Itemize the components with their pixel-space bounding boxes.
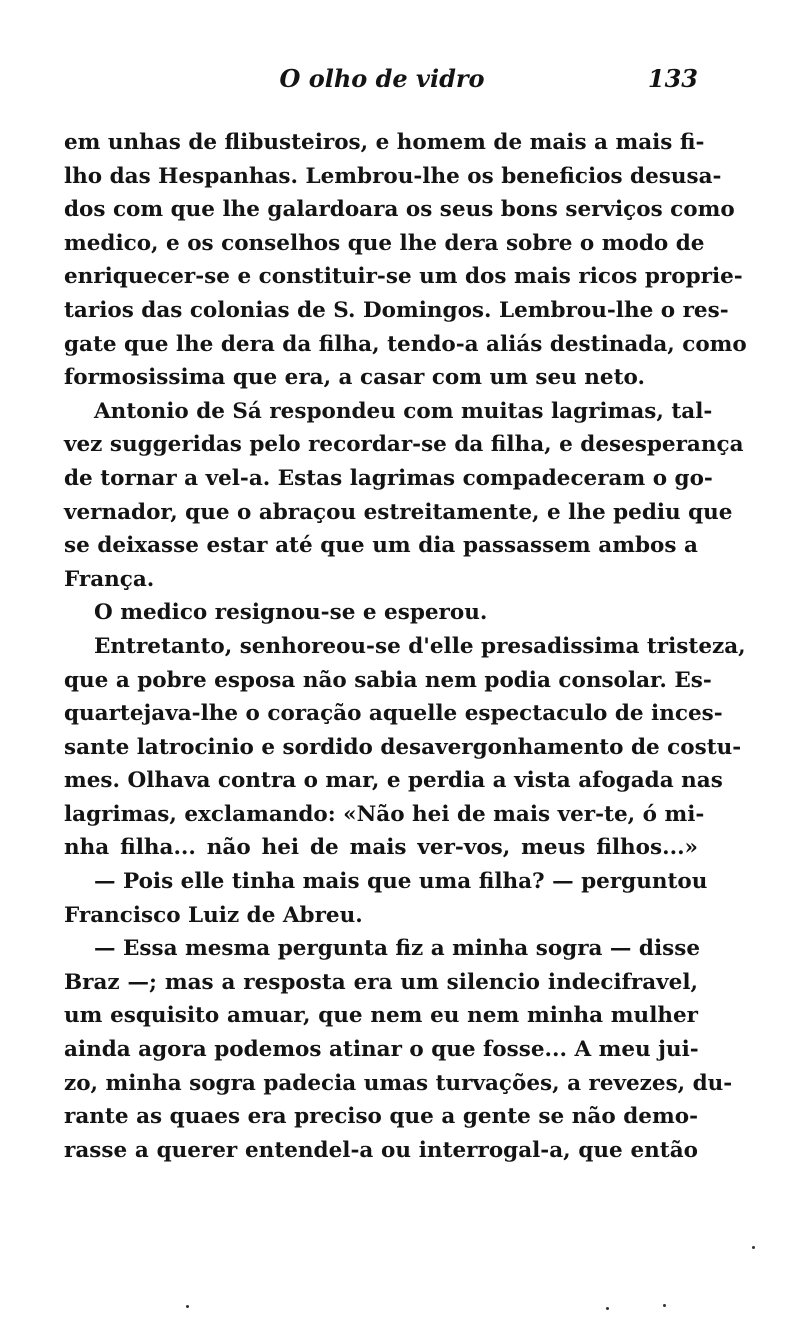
text-line: rante as quaes era preciso que a gente se não demo- <box>64 1104 698 1130</box>
paper-speck <box>606 1307 609 1310</box>
paper-speck <box>186 1305 189 1308</box>
text-line: lagrimas, exclamando: «Não hei de mais ver-te, ó mi- <box>64 801 705 827</box>
text-line: dos com que lhe galardoara os seus bons serviços como <box>64 197 735 223</box>
body-text <box>64 126 747 1167</box>
text-line: medico, e os conselhos que lhe dera sobre o modo de <box>64 230 705 256</box>
running-title: O olho de vidro <box>279 64 485 93</box>
text-line: Entretanto, senhoreou-se d'elle presadissima tristeza, <box>94 633 746 659</box>
text-line: — Pois elle tinha mais que uma filha? — perguntou <box>94 869 708 895</box>
text-line: ainda agora podemos atinar o que fosse... A meu jui- <box>64 1037 699 1063</box>
page-number: 133 <box>647 64 698 93</box>
paper-speck <box>663 1304 666 1307</box>
text-line: rasse a querer entendel-a ou interrogal-a, que então <box>64 1137 698 1163</box>
text-line: Francisco Luiz de Abreu. <box>64 902 363 928</box>
text-line: que a pobre esposa não sabia nem podia consolar. Es- <box>64 667 712 693</box>
text-line: gate que lhe dera da filha, tendo-a aliás destinada, como <box>64 331 747 357</box>
text-line: tarios das colonias de S. Domingos. Lembrou-lhe o res- <box>64 297 729 323</box>
text-line: zo, minha sogra padecia umas turvações, a revezes, du- <box>64 1070 733 1096</box>
text-line: se deixasse estar até que um dia passassem ambos a <box>64 533 698 559</box>
running-head <box>64 64 700 94</box>
text-line: um esquisito amuar, que nem eu nem minha mulher <box>64 1003 698 1029</box>
text-line: vernador, que o abraçou estreitamente, e lhe pediu que <box>64 499 733 525</box>
text-line: nha filha... não hei de mais ver-vos, meus filhos...» <box>64 835 698 861</box>
text-line: vez suggeridas pelo recordar-se da filha, e desesperança <box>64 432 744 458</box>
text-line: enriquecer-se e constituir-se um dos mais ricos proprie- <box>64 264 743 290</box>
paper-speck <box>752 1246 755 1249</box>
text-line: formosissima que era, a casar com um seu neto. <box>64 365 645 391</box>
text-line: em unhas de flibusteiros, e homem de mais a mais fi- <box>64 130 705 155</box>
text-line: mes. Olhava contra o mar, e perdia a vista afogada nas <box>64 768 723 794</box>
text-line: lho das Hespanhas. Lembrou-lhe os beneficios desusa- <box>64 163 722 189</box>
text-line: Antonio de Sá respondeu com muitas lagrimas, tal- <box>94 398 713 424</box>
text-line: — Essa mesma pergunta fiz a minha sogra — disse <box>94 936 701 962</box>
text-line: França. <box>64 566 155 592</box>
text-line: quartejava-lhe o coração aquelle espectaculo de inces- <box>64 701 723 727</box>
text-line: O medico resignou-se e esperou. <box>94 600 488 626</box>
text-line: de tornar a vel-a. Estas lagrimas compadeceram o go- <box>64 465 713 491</box>
text-line: sante latrocinio e sordido desavergonhamento de costu- <box>64 734 742 760</box>
text-line: Braz —; mas a resposta era um silencio indecifravel, <box>64 969 698 995</box>
